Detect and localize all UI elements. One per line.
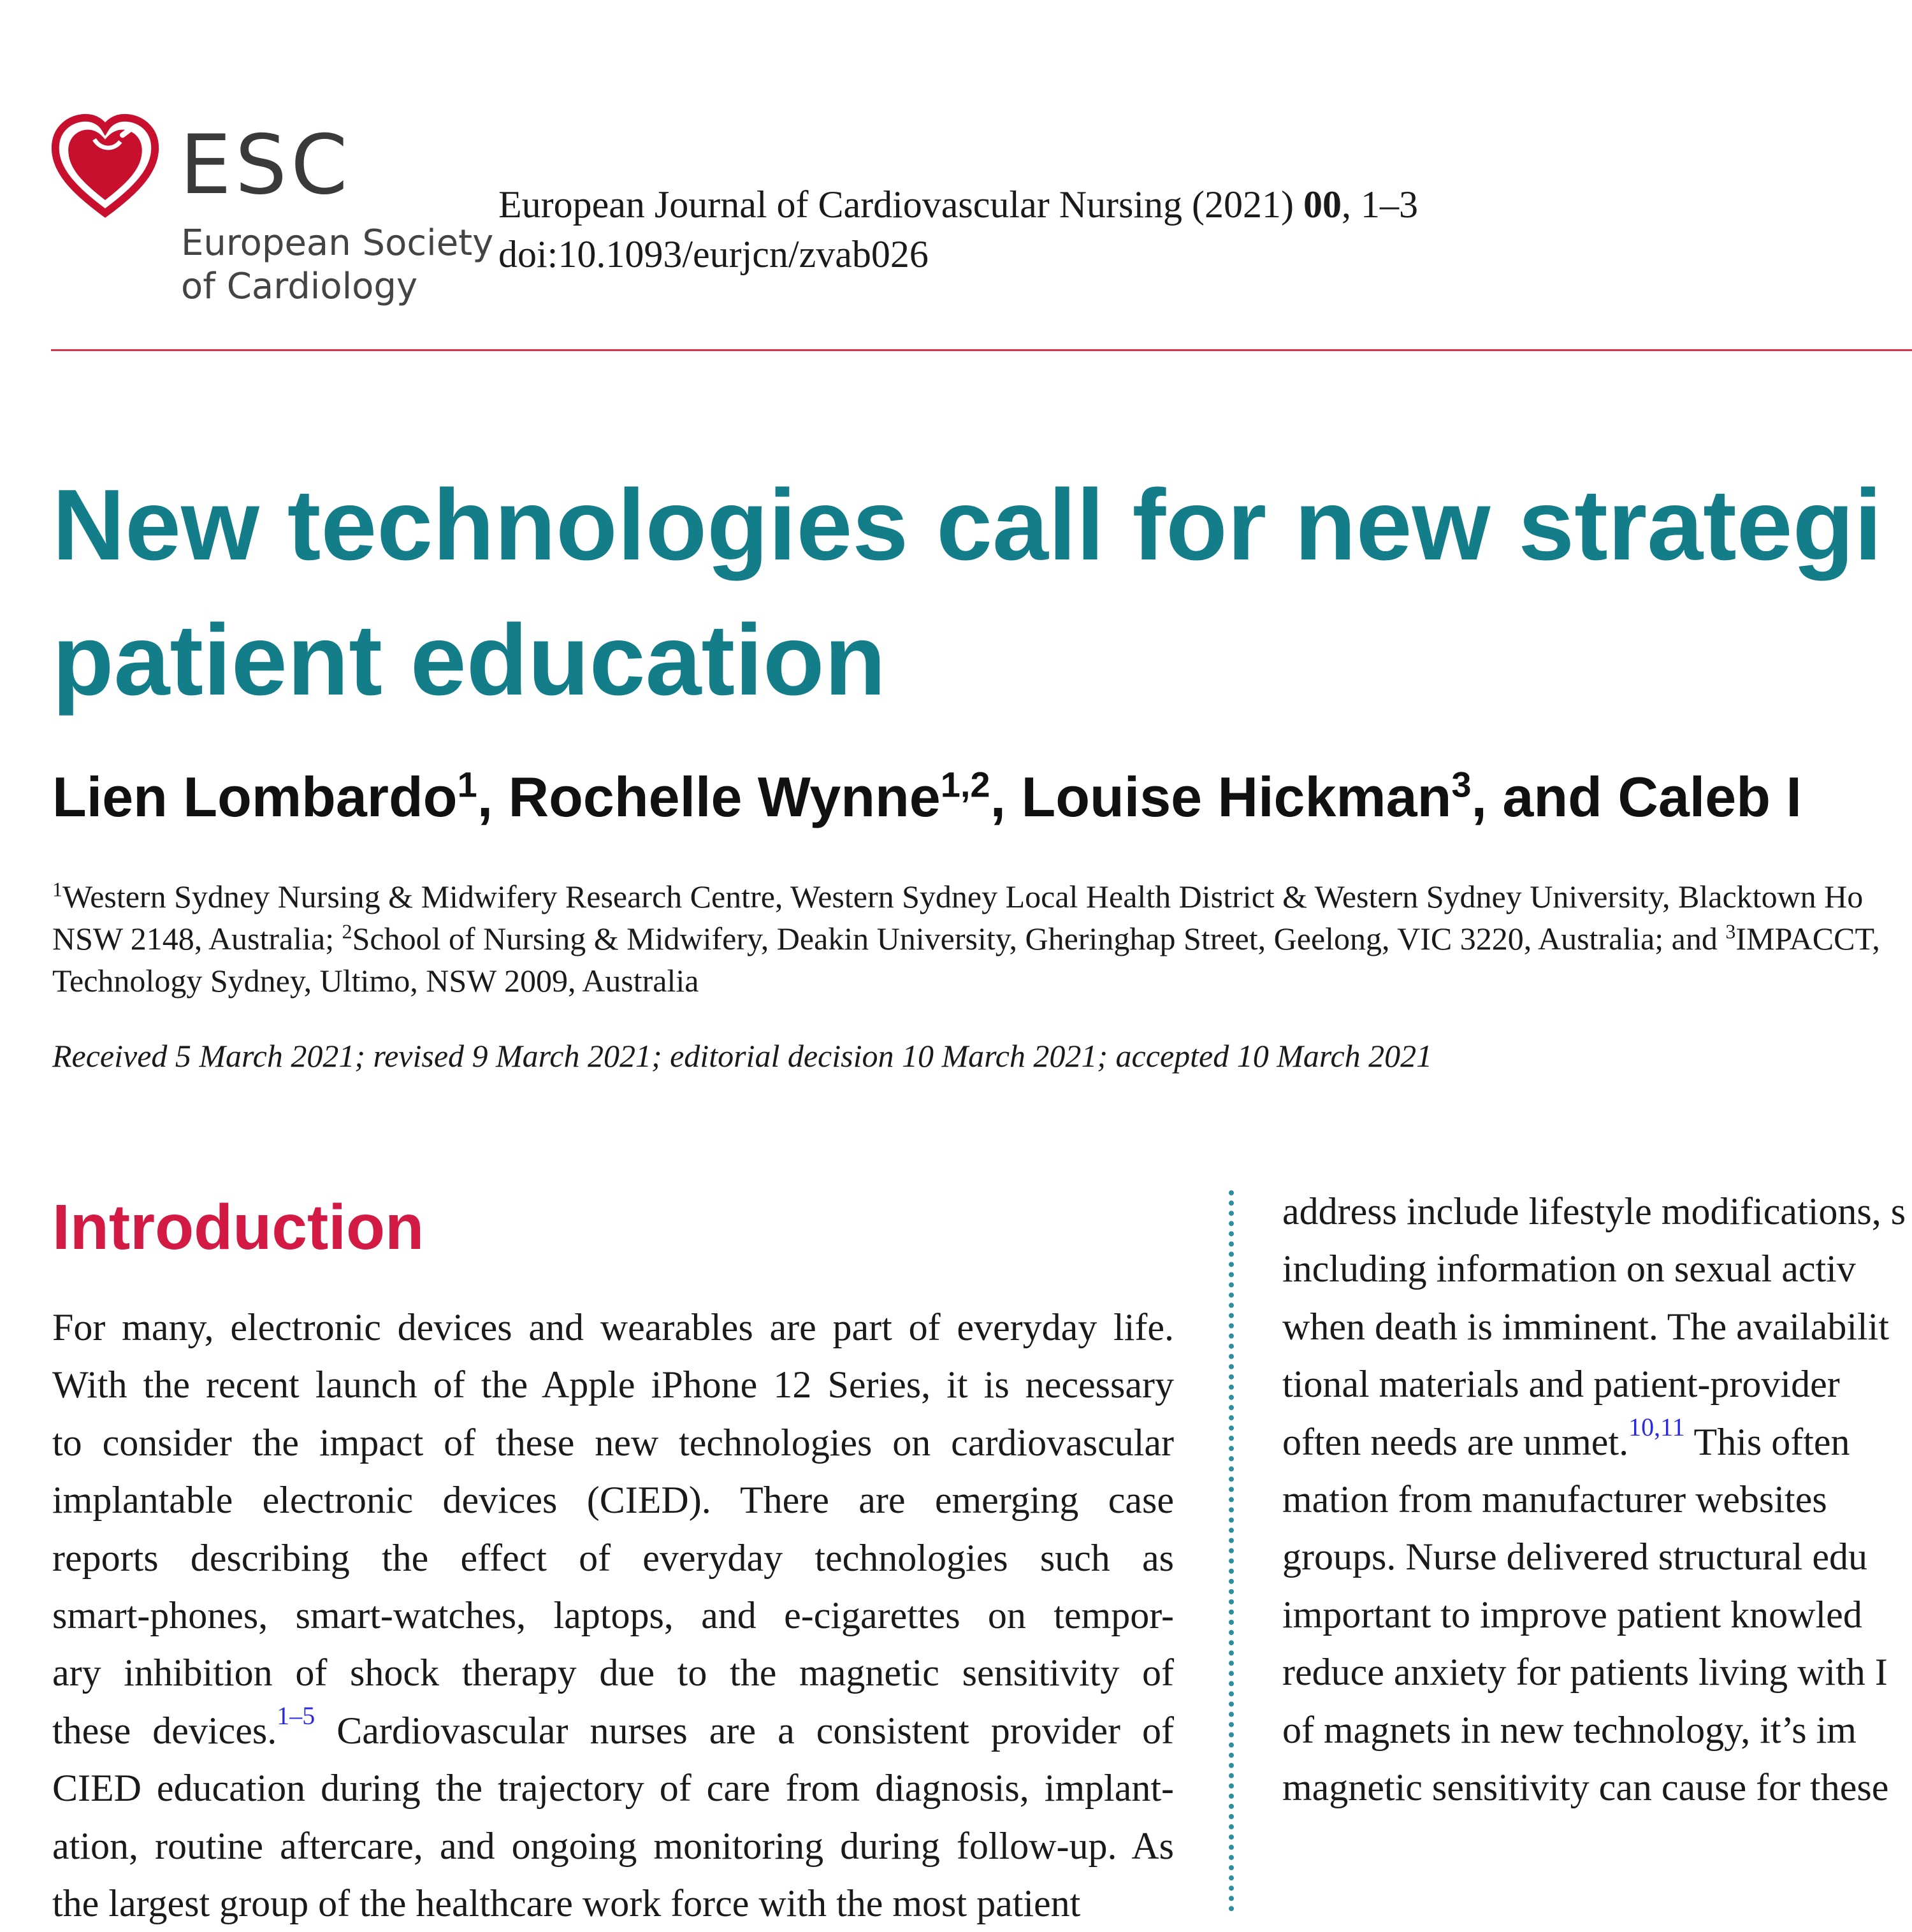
journal-volume: 00 <box>1303 184 1342 226</box>
text-line: important to improve patient knowled <box>1282 1593 1862 1636</box>
text-line <box>1282 1413 1912 1471</box>
author-name[interactable]: Lien Lombardo <box>52 765 458 828</box>
section-heading-introduction: Introduction <box>52 1192 424 1263</box>
text-line: reduce anxiety for patients living with I <box>1282 1651 1888 1694</box>
text-line: ary inhibition of shock therapy due to the magnetic sensitivity of <box>52 1652 1174 1694</box>
text-line: including information on sexual activ <box>1282 1248 1856 1290</box>
author-list <box>52 762 1802 832</box>
right-column-text <box>1282 1183 1912 1816</box>
text-line: groups. Nurse delivered structural edu <box>1282 1536 1868 1578</box>
text-line: magnetic sensitivity can cause for these <box>1282 1766 1889 1808</box>
affiliation-mark: 3 <box>1725 919 1736 943</box>
text-line: address include lifestyle modifications, s <box>1282 1190 1906 1232</box>
text-line: mation from manufacturer websites <box>1282 1478 1827 1520</box>
journal-line <box>498 180 1418 229</box>
author-affiliation-mark: 1 <box>457 764 477 805</box>
text-fragment: these devices. <box>52 1709 277 1752</box>
text-fragment: This often <box>1684 1420 1850 1463</box>
author-separator: , <box>990 765 1022 828</box>
citation-link[interactable]: 1–5 <box>277 1701 315 1730</box>
text-line: reports describing the effect of everyday technologies such as <box>52 1536 1174 1579</box>
author-name[interactable]: Caleb I <box>1618 765 1802 828</box>
text-line: CIED education during the trajectory of care from diagnosis, implant- <box>52 1767 1174 1810</box>
society-name-line1: European Society <box>181 222 494 264</box>
affiliation-mark: 1 <box>52 877 62 901</box>
text-line <box>52 1702 1174 1759</box>
column-divider <box>1229 1190 1234 1912</box>
left-column-text <box>52 1299 1174 1932</box>
article-title-line1: New technologies call for new strategi <box>52 469 1883 581</box>
journal-pages: , 1–3 <box>1342 184 1418 226</box>
author-affiliation-mark: 1,2 <box>940 764 990 805</box>
affiliation-text: Western Sydney Nursing & Midwifery Research Centre, Western Sydney Local Health District & Western Sydney University, Blacktown Ho <box>62 879 1864 914</box>
affiliation-text: School of Nursing & Midwifery, Deakin University, Gheringhap Street, Geelong, VIC 3220, Australia; and <box>352 921 1726 956</box>
text-line: to consider the impact of these new technologies on cardiovascular <box>52 1421 1174 1464</box>
society-name-line2: of Cardiology <box>181 266 418 307</box>
header-divider <box>51 349 1912 351</box>
article-title-line2: patient education <box>52 604 886 716</box>
esc-heart-logo-icon <box>51 113 159 222</box>
affiliation-text: NSW 2148, Australia; <box>52 921 342 956</box>
text-line: implantable electronic devices (CIED). There are emerging case <box>52 1479 1174 1522</box>
text-line: For many, electronic devices and wearables are part of everyday life. <box>52 1306 1174 1348</box>
text-line: ation, routine aftercare, and ongoing monitoring during follow-up. As <box>52 1824 1174 1867</box>
affiliation-line <box>52 918 1880 960</box>
author-name[interactable]: Louise Hickman <box>1021 765 1452 828</box>
text-line: when death is imminent. The availabilit <box>1282 1305 1890 1348</box>
text-line: smart-phones, smart-watches, laptops, and e-cigarettes on tempor- <box>52 1594 1174 1636</box>
author-name[interactable]: Rochelle Wynne <box>508 765 941 828</box>
text-fragment: often needs are unmet. <box>1282 1420 1629 1463</box>
text-line: the largest group of the healthcare work force with the most patient <box>52 1882 1081 1924</box>
text-fragment: Cardiovascular nurses are a consistent provider of <box>315 1709 1174 1752</box>
article-history-dates: Received 5 March 2021; revised 9 March 2021; editorial decision 10 March 2021; accepted 10 March 2021 <box>52 1038 1433 1074</box>
text-line: tional materials and patient-provider <box>1282 1363 1840 1406</box>
affiliation-line: Technology Sydney, Ultimo, NSW 2009, Australia <box>52 963 699 998</box>
article-title <box>52 458 1912 728</box>
doi-link[interactable]: doi:10.1093/eurjcn/zvab026 <box>498 233 929 275</box>
text-line: of magnets in new technology, it’s im <box>1282 1708 1857 1751</box>
author-affiliation-mark: 3 <box>1451 764 1472 805</box>
esc-wordmark: ESC <box>180 118 352 213</box>
society-name <box>181 222 493 308</box>
text-line: With the recent launch of the Apple iPhone 12 Series, it is necessary <box>52 1364 1174 1406</box>
affiliations <box>52 876 1880 1002</box>
affiliation-mark: 2 <box>342 919 352 943</box>
author-separator: , <box>477 765 509 828</box>
citation-link[interactable]: 10,11 <box>1628 1412 1685 1441</box>
journal-name: European Journal of Cardiovascular Nursing (2021) <box>498 184 1294 226</box>
journal-citation <box>498 180 1418 279</box>
affiliation-line <box>52 876 1880 918</box>
affiliation-text: IMPACCT, <box>1735 921 1880 956</box>
author-separator: , and <box>1471 765 1618 828</box>
